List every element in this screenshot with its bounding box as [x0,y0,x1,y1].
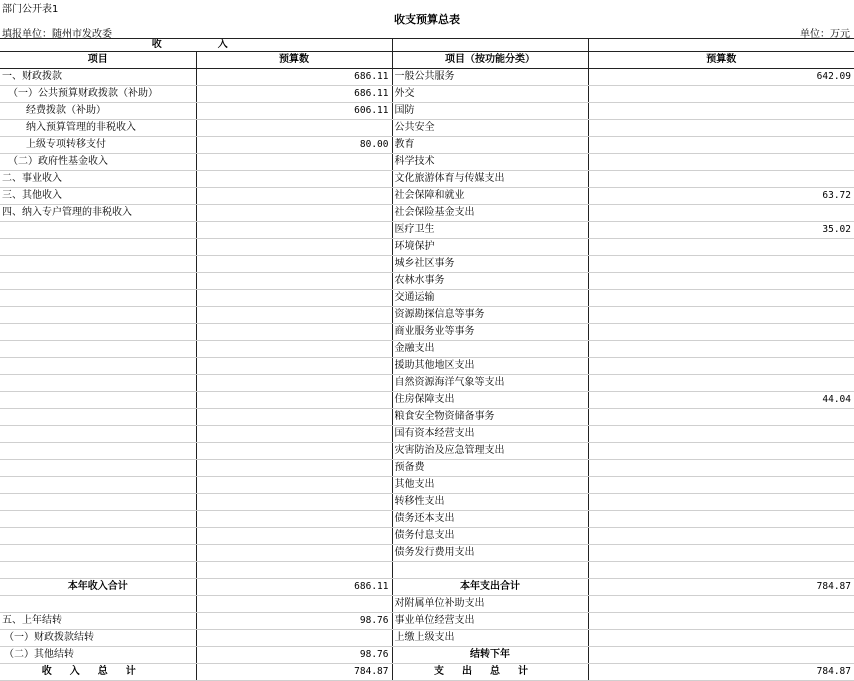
income-total-value: 686.11 [196,579,392,596]
income-amount-cell [196,477,392,494]
income-item-cell: （二）政府性基金收入 [0,154,196,171]
carry-next-label: 结转下年 [392,647,588,664]
table-row [0,409,854,426]
income-item-cell [0,256,196,273]
table-row [0,222,854,239]
table-row [0,562,854,579]
annual-total-row [0,579,854,596]
income-item-cell [0,273,196,290]
income-item-cell [0,239,196,256]
expense-item-cell: 外交 [392,86,588,103]
form-label: 部门公开表1 [2,4,59,15]
income-amount-cell: 98.76 [196,613,392,630]
income-item-cell: 二、事业收入 [0,171,196,188]
income-item-cell: 五、上年结转 [0,613,196,630]
expense-amount-cell [588,460,854,477]
income-item-cell [0,443,196,460]
expense-item-cell: 援助其他地区支出 [392,358,588,375]
income-item-cell: 一、财政拨款 [0,69,196,86]
table-row [0,375,854,392]
expense-amount-cell [588,511,854,528]
expense-amount-cell [588,273,854,290]
income-item-cell: 纳入预算管理的非税收入 [0,120,196,137]
income-amount-cell [196,341,392,358]
expense-amount-cell [588,528,854,545]
expense-amount-cell [588,341,854,358]
grand-income-label: 收入总计 [0,664,196,681]
expense-amount-cell [588,256,854,273]
income-amount-cell [196,171,392,188]
expense-item-cell: 粮食安全物资储备事务 [392,409,588,426]
expense-amount-cell [588,630,854,647]
expense-item-cell: 对附属单位补助支出 [392,596,588,613]
income-item-cell [0,511,196,528]
expense-item-cell: 其他支出 [392,477,588,494]
col-expense-item: 项目（按功能分类） [392,52,588,69]
table-row [0,494,854,511]
table-row [0,358,854,375]
table-row [0,103,854,120]
page-title: 收支预算总表 [394,13,460,26]
income-item-cell: 上级专项转移支付 [0,137,196,154]
currency-unit: 单位：万元 [800,29,850,40]
col-income-amount: 预算数 [196,52,392,69]
expense-item-cell: 国防 [392,103,588,120]
income-amount-cell [196,375,392,392]
expense-amount-cell [588,494,854,511]
expense-item-cell: 债务发行费用支出 [392,545,588,562]
income-group-header-row [0,39,854,52]
expense-item-cell: 事业单位经营支出 [392,613,588,630]
expense-amount-cell [588,86,854,103]
expense-item-cell [392,562,588,579]
income-amount-cell [196,205,392,222]
income-amount-cell [196,256,392,273]
expense-item-cell: 住房保障支出 [392,392,588,409]
expense-amount-cell [588,205,854,222]
header-blank-cell [392,39,588,52]
grand-expense-value: 784.87 [588,664,854,681]
table-row [0,460,854,477]
income-amount-cell [196,392,392,409]
income-item-cell [0,545,196,562]
expense-item-cell: 交通运输 [392,290,588,307]
income-item-cell [0,324,196,341]
table-row [0,443,854,460]
other-carry-row [0,647,854,664]
income-item-cell: 经费拨款（补助） [0,103,196,120]
expense-amount-cell [588,358,854,375]
income-item-cell [0,477,196,494]
expense-item-cell: 教育 [392,137,588,154]
income-amount-cell [196,630,392,647]
expense-item-cell: 预备费 [392,460,588,477]
expense-item-cell: 灾害防治及应急管理支出 [392,443,588,460]
table-row [0,511,854,528]
income-amount-cell [196,409,392,426]
expense-item-cell: 科学技术 [392,154,588,171]
income-item-cell [0,528,196,545]
income-amount-cell [196,222,392,239]
income-item-cell [0,460,196,477]
income-amount-cell [196,239,392,256]
income-group-title: 收 入 [0,39,392,52]
expense-item-cell: 文化旅游体育与传媒支出 [392,171,588,188]
expense-item-cell: 一般公共服务 [392,69,588,86]
expense-item-cell: 上缴上级支出 [392,630,588,647]
table-row [0,120,854,137]
income-amount-cell [196,443,392,460]
expense-item-cell: 环境保护 [392,239,588,256]
expense-total-label: 本年支出合计 [392,579,588,596]
header-blank-cell [588,39,854,52]
income-amount-cell: 606.11 [196,103,392,120]
income-item-cell [0,307,196,324]
expense-item-cell: 自然资源海洋气象等支出 [392,375,588,392]
income-item-cell [0,375,196,392]
table-row [0,545,854,562]
income-item-cell: （一）财政拨款结转 [0,630,196,647]
col-expense-amount: 预算数 [588,52,854,69]
table-row [0,188,854,205]
income-item-cell [0,426,196,443]
table-row [0,154,854,171]
expense-amount-cell [588,545,854,562]
income-amount-cell [196,562,392,579]
grand-income-value: 784.87 [196,664,392,681]
expense-amount-cell [588,120,854,137]
income-item-cell [0,222,196,239]
expense-amount-cell: 35.02 [588,222,854,239]
expense-amount-cell [588,137,854,154]
table-row [0,69,854,86]
budget-summary-table [0,38,854,681]
expense-item-cell: 城乡社区事务 [392,256,588,273]
income-item-cell: 四、纳入专户管理的非税收入 [0,205,196,222]
table-row [0,256,854,273]
expense-amount-cell [588,103,854,120]
table-row [0,528,854,545]
table-row [0,426,854,443]
other-carry-label: （二）其他结转 [0,647,196,664]
income-amount-cell [196,324,392,341]
expense-item-cell: 债务还本支出 [392,511,588,528]
income-amount-cell [196,426,392,443]
income-item-cell [0,358,196,375]
expense-amount-cell [588,426,854,443]
income-amount-cell [196,596,392,613]
income-total-label: 本年收入合计 [0,579,196,596]
table-row [0,239,854,256]
income-amount-cell [196,494,392,511]
expense-amount-cell [588,596,854,613]
expense-amount-cell: 642.09 [588,69,854,86]
expense-item-cell: 债务付息支出 [392,528,588,545]
expense-amount-cell [588,409,854,426]
table-row [0,596,854,613]
income-amount-cell: 686.11 [196,69,392,86]
income-item-cell [0,494,196,511]
income-item-cell [0,409,196,426]
other-carry-value: 98.76 [196,647,392,664]
table-row [0,392,854,409]
expense-amount-cell [588,375,854,392]
income-item-cell [0,341,196,358]
table-row [0,137,854,154]
income-amount-cell [196,358,392,375]
income-item-cell [0,392,196,409]
col-income-item: 项目 [0,52,196,69]
table-row [0,477,854,494]
income-amount-cell [196,290,392,307]
table-row [0,171,854,188]
income-item-cell [0,562,196,579]
expense-item-cell: 农林水事务 [392,273,588,290]
income-amount-cell [196,460,392,477]
expense-amount-cell [588,613,854,630]
expense-item-cell: 国有资本经营支出 [392,426,588,443]
income-amount-cell [196,545,392,562]
income-amount-cell [196,154,392,171]
income-amount-cell: 686.11 [196,86,392,103]
expense-amount-cell: 44.04 [588,392,854,409]
expense-item-cell: 公共安全 [392,120,588,137]
income-amount-cell [196,511,392,528]
income-item-cell: （一）公共预算财政拨款（补助） [0,86,196,103]
expense-amount-cell: 63.72 [588,188,854,205]
expense-item-cell: 医疗卫生 [392,222,588,239]
expense-amount-cell [588,307,854,324]
table-row [0,630,854,647]
column-header-row [0,52,854,69]
expense-amount-cell [588,239,854,256]
expense-item-cell: 社会保险基金支出 [392,205,588,222]
expense-amount-cell [588,443,854,460]
expense-amount-cell [588,290,854,307]
expense-amount-cell [588,324,854,341]
table-row [0,613,854,630]
expense-item-cell: 资源勘探信息等事务 [392,307,588,324]
reporting-unit: 填报单位：随州市发改委 [2,29,112,40]
income-amount-cell [196,120,392,137]
table-row [0,205,854,222]
carry-next-amount [588,647,854,664]
table-row [0,290,854,307]
expense-item-cell: 转移性支出 [392,494,588,511]
expense-item-cell: 社会保障和就业 [392,188,588,205]
income-item-cell: 三、其他收入 [0,188,196,205]
grand-expense-label: 支出总计 [392,664,588,681]
income-amount-cell [196,307,392,324]
expense-item-cell: 商业服务业等事务 [392,324,588,341]
income-amount-cell [196,273,392,290]
expense-amount-cell [588,562,854,579]
table-row [0,341,854,358]
income-amount-cell: 80.00 [196,137,392,154]
table-row [0,273,854,290]
income-item-cell [0,290,196,307]
expense-amount-cell [588,171,854,188]
income-amount-cell [196,528,392,545]
expense-amount-cell [588,477,854,494]
expense-item-cell: 金融支出 [392,341,588,358]
expense-amount-cell [588,154,854,171]
table-row [0,324,854,341]
table-row [0,307,854,324]
income-amount-cell [196,188,392,205]
expense-total-value: 784.87 [588,579,854,596]
income-item-cell [0,596,196,613]
table-row [0,86,854,103]
